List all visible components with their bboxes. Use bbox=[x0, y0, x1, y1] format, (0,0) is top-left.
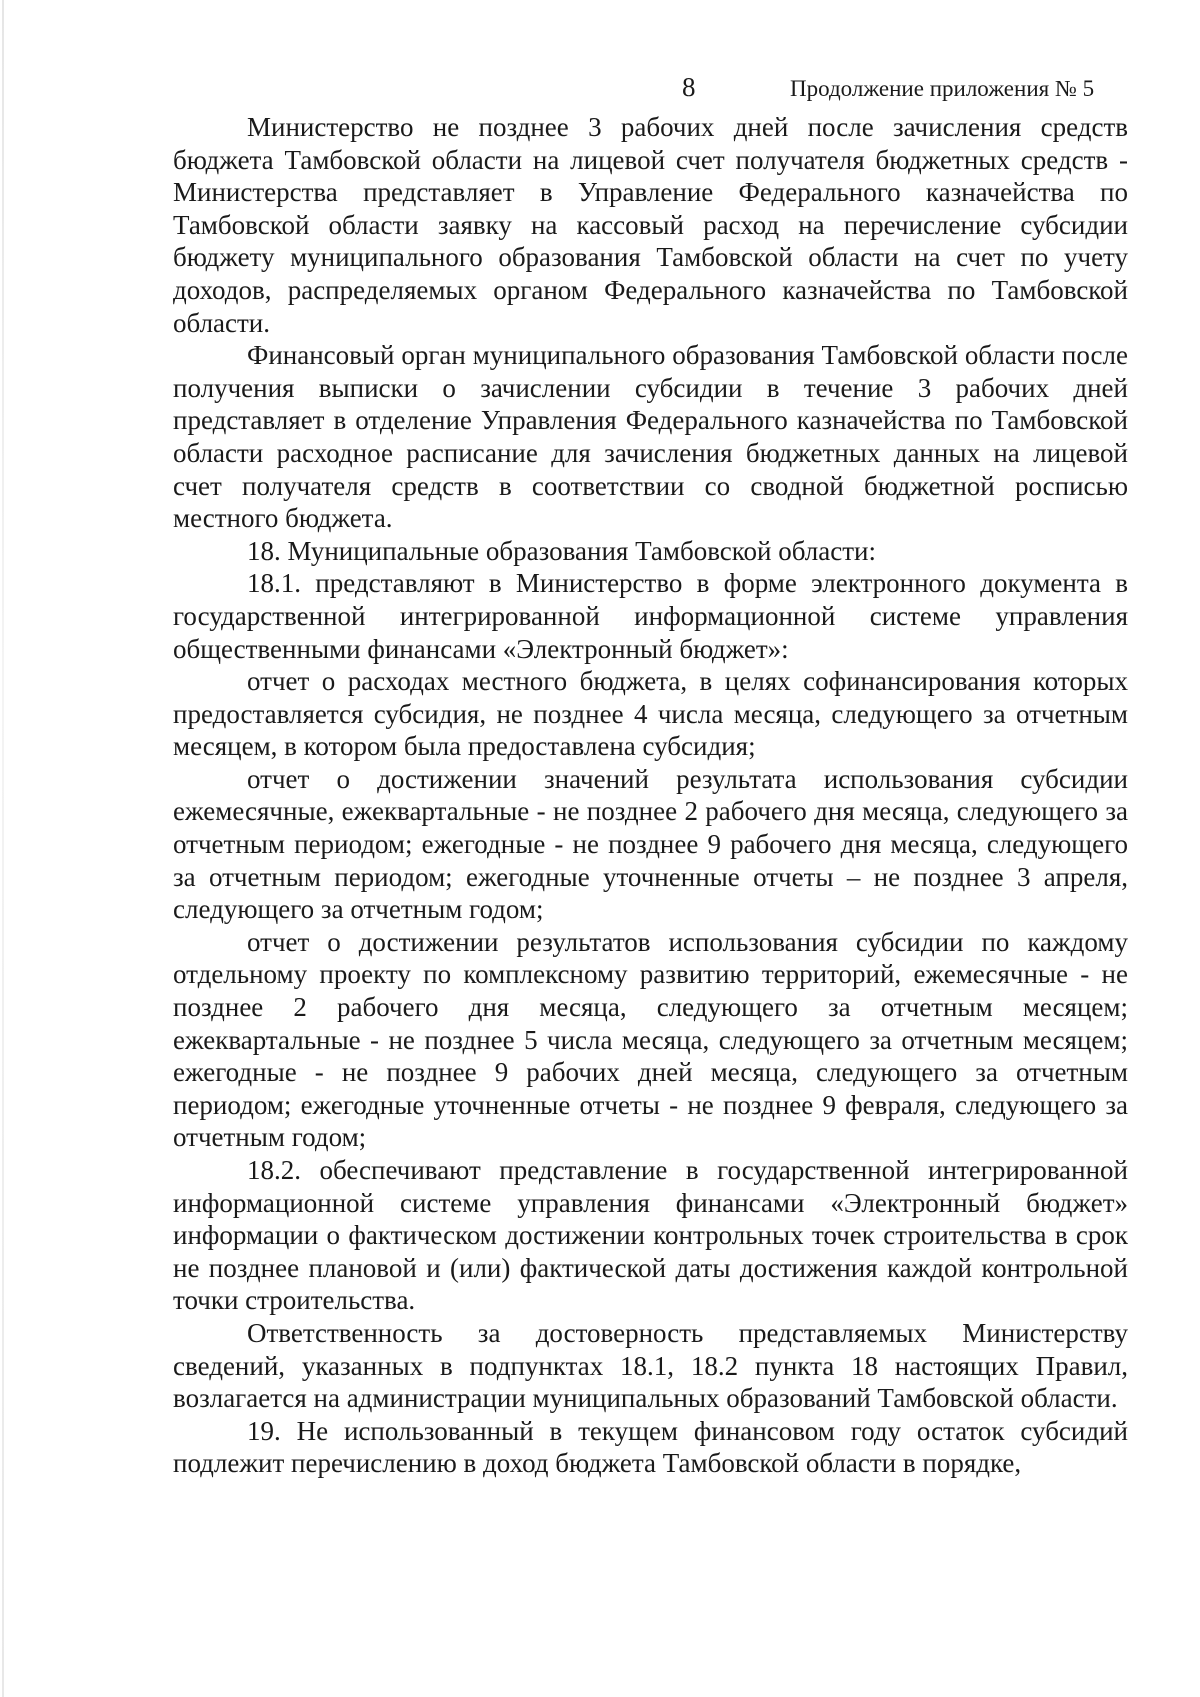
page-header bbox=[0, 70, 1200, 110]
paragraph-expense-report: отчет о расходах местного бюджета, в целях софинансирования которых предоставляется субсидия, не позднее 4 числа месяца, следующего за отчетным месяцем, в котором была предоставлена субсидия; bbox=[173, 666, 1128, 762]
paragraph-item-18-2: 18.2. обеспечивают представление в государственной интегрированной информационной системе управления финансами «Электронный бюджет» информации о фактическом достижении контрольных точек строительства в срок не позднее плановой и (или) фактической даты достижения каждой контрольной точки строительства. bbox=[173, 1155, 1128, 1316]
paragraph-ministry-transfer: Министерство не позднее 3 рабочих дней после зачисления средств бюджета Тамбовской области на лицевой счет получателя бюджетных средств - Министерства представляет в Управление Федерального казначейства по Тамбовской области заявку на кассовый расход на перечисление субсидии бюджету муниципального образования Тамбовской области на счет по учету доходов, распределяемых органом Федерального казначейства по Тамбовской области. bbox=[173, 112, 1128, 338]
paragraph-result-values-report: отчет о достижении значений результата использования субсидии ежемесячные, ежеквартальные - не позднее 2 рабочего дня месяца, следующего за отчетным периодом; ежегодные - не позднее 9 рабочего дня месяца, следующего за отчетным периодом; ежегодные уточненные отчеты – не позднее 3 апреля, следующего за отчетным годом; bbox=[173, 763, 1128, 925]
scan-edge bbox=[2, 0, 4, 1697]
paragraph-item-19: 19. Не использованный в текущем финансовом году остаток субсидий подлежит перечислению в доход бюджета Тамбовской области в порядке, bbox=[173, 1415, 1128, 1479]
paragraph-responsibility: Ответственность за достоверность представляемых Министерству сведений, указанных в подпунктах 18.1, 18.2 пункта 18 настоящих Правил, возлагается на администрации муниципальных образований Тамбовской области. bbox=[173, 1317, 1128, 1414]
page-number: 8 bbox=[682, 72, 696, 102]
document-body bbox=[173, 111, 1128, 1480]
paragraph-item-18: 18. Муниципальные образования Тамбовской области: bbox=[247, 535, 876, 566]
paragraph-financial-body: Финансовый орган муниципального образования Тамбовской области после получения выписки о зачислении субсидии в течение 3 рабочих дней представляет в отделение Управления Федерального казначейства по Тамбовской области расходное расписание для зачисления бюджетных данных на лицевой счет получателя средств в соответствии со сводной бюджетной росписью местного бюджета. bbox=[173, 340, 1128, 534]
paragraph-item-18-1: 18.1. представляют в Министерство в форме электронного документа в государственной интегрированной информационной системе управления общественными финансами «Электронный бюджет»: bbox=[173, 568, 1128, 664]
appendix-continuation-label: Продолжение приложения № 5 bbox=[790, 76, 1095, 101]
paragraph-project-results-report: отчет о достижении результатов использования субсидии по каждому отдельному проекту по комплексному развитию территорий, ежемесячные - не позднее 2 рабочего дня месяца, следующего за отчетным месяцем; ежеквартальные - не позднее 5 числа месяца, следующего за отчетным месяцем; ежегодные - не позднее 9 рабочих дней месяца, следующего за отчетным периодом; ежегодные уточненные отчеты - не позднее 9 февраля, следующего за отчетным годом; bbox=[173, 926, 1128, 1153]
